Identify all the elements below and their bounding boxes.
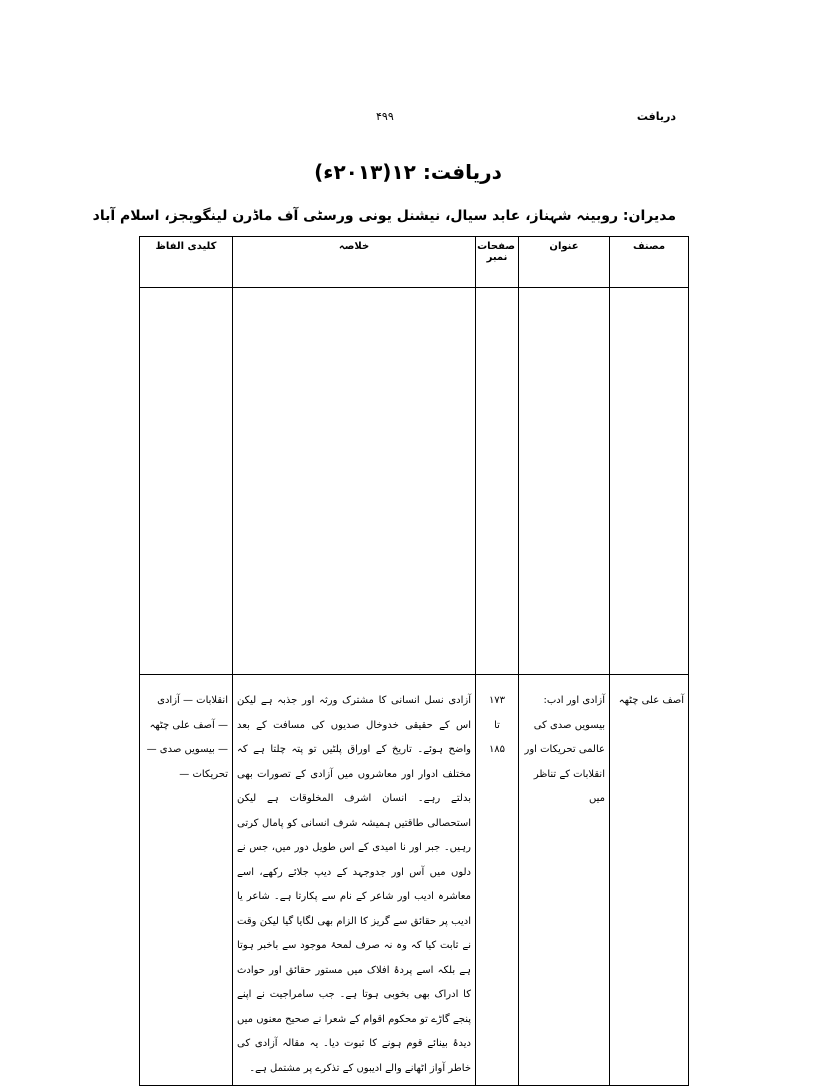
header-keywords: کلیدی الفاظ [140, 237, 233, 288]
spacer-cell [233, 288, 476, 675]
cell-title: آزادی اور ادب: بیسویں صدی کی عالمی تحریکات اور انقلابات کے تناظر میں [519, 675, 610, 1086]
running-head [140, 110, 676, 130]
header-pages: صفحات نمبر [476, 237, 519, 288]
editors-line: مدیران: روبینہ شہناز، عابد سیال، نیشنل یونی ورسٹی آف ماڈرن لینگویجز، اسلام آباد [92, 208, 676, 224]
pages-from: ۱۷۳ [488, 695, 506, 706]
pages-to: ۱۸۵ [488, 744, 506, 755]
cell-pages [476, 675, 519, 1086]
cell-author: آصف علی چٹھہ [610, 675, 689, 1086]
spacer-cell [140, 288, 233, 675]
running-title: دریافت [636, 110, 676, 123]
index-table [139, 236, 689, 1086]
table-row [140, 675, 689, 1086]
spacer-row [140, 288, 689, 675]
cell-summary: آزادی نسل انسانی کا مشترک ورثہ اور جذبہ ہے لیکن اس کے حقیقی خدوخال صدیوں کی مسافت کے بعد واضح ہوئے۔ تاریخ کے اوراق پلٹیں تو پتہ چلتا ہے کہ مختلف ادوار اور معاشروں میں آزادی کے تصورات بھی بدلتے رہے۔ انسان اشرف المخلوقات ہے لیکن استحصالی طاقتیں ہمیشہ شرف انسانی کو پامال کرتی رہیں۔ جبر اور نا امیدی کے اس طویل دور میں، جس نے دلوں میں آس اور جدوجہد کے دیپ جلائے رکھے، اسے معاشرہ ادیب اور شاعر کے نام سے پکارتا ہے۔ شاعر یا ادیب پر حقائق سے گریز کا الزام بھی لگایا گیا لیکن وقت نے ثابت کیا کہ وہ نہ صرف لمحۂ موجود سے باخبر ہوتا ہے بلکہ اسے پردۂ افلاک میں مستور حقائق اور حوادث کا ادراک بھی بخوبی ہوتا ہے۔ جب سامراجیت نے اپنے پنجے گاڑے تو محکوم اقوام کے شعرا نے صحیح معنوں میں دیدۂ بینائے قوم ہونے کا ثبوت دیا۔ یہ مقالہ آزادی کی خاطر آواز اٹھانے والے ادیبوں کے تذکرے پر مشتمل ہے۔ [233, 675, 476, 1086]
spacer-cell [519, 288, 610, 675]
header-author: مصنف [610, 237, 689, 288]
spacer-cell [476, 288, 519, 675]
page-number: ۴۹۹ [376, 110, 394, 123]
pages-to-word: تا [494, 719, 500, 731]
spacer-cell [610, 288, 689, 675]
cell-keywords: انقلابات — آزادی — آصف علی چٹھہ — بیسویں صدی — تحریکات — [140, 675, 233, 1086]
table-header-row [140, 237, 689, 288]
page-title: دریافت: ۱۲(۲۰۱۳ء) [314, 160, 502, 184]
header-title: عنوان [519, 237, 610, 288]
header-summary: خلاصہ [233, 237, 476, 288]
